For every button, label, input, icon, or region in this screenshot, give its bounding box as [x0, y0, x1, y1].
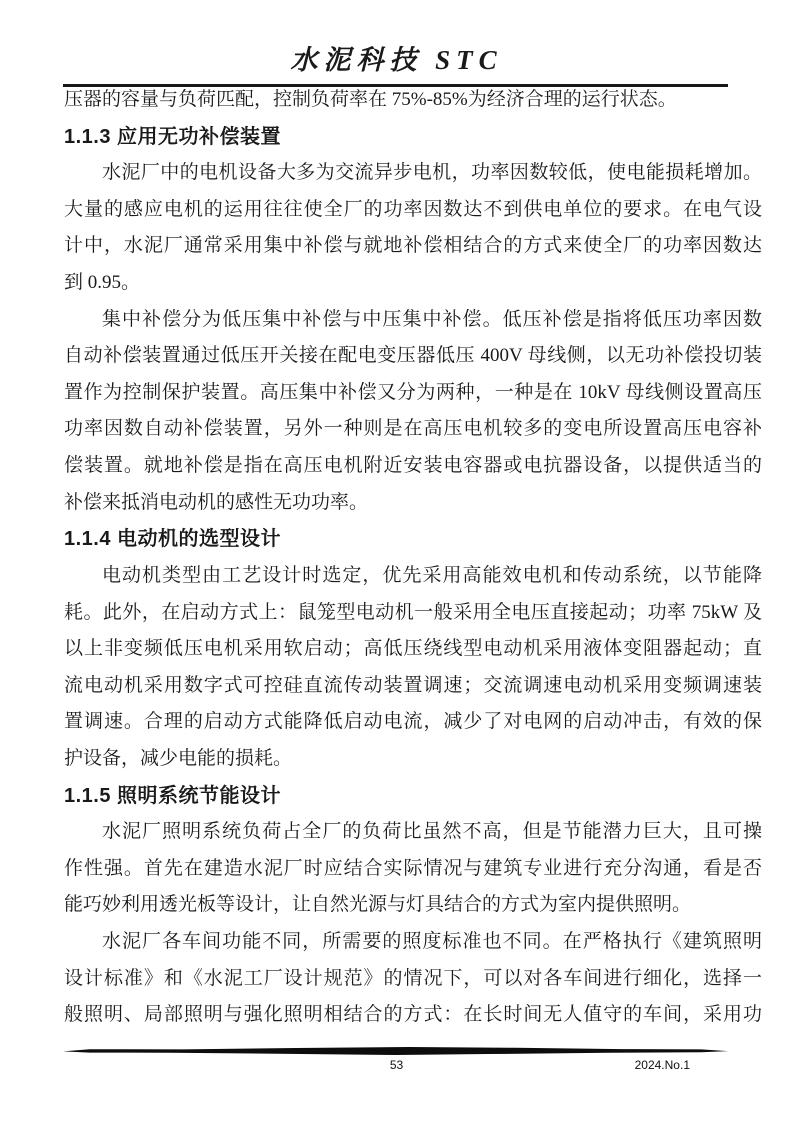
text-line: 偿装置。就地补偿是指在高压电机附近安装电容器或电抗器设备，以提供适当的	[64, 455, 762, 477]
document-flow	[64, 82, 762, 1034]
text-line: 般照明、局部照明与强化照明相结合的方式：在长时间无人值守的车间，采用功	[64, 1004, 762, 1026]
text-line: 补偿来抵消电动机的感性无功功率。	[64, 491, 369, 513]
text-line: 到 0.95。	[64, 272, 141, 294]
text-line: 大量的感应电机的运用往往使全厂的功率因数达不到供电单位的要求。在电气设	[64, 198, 762, 220]
text-line: 作性强。首先在建造水泥厂时应结合实际情况与建筑专业进行充分沟通，看是否	[64, 857, 762, 879]
text-line: 集中补偿分为低压集中补偿与中压集中补偿。低压补偿是指将低压功率因数	[102, 308, 762, 330]
text-line: 计中，水泥厂通常采用集中补偿与就地补偿相结合的方式来使全厂的功率因数达	[64, 235, 762, 257]
text-line: 水泥厂照明系统负荷占全厂的负荷比虽然不高，但是节能潜力巨大，且可操	[102, 821, 762, 843]
issue-number: 2024.No.1	[634, 1058, 690, 1072]
text-line: 压器的容量与负荷匹配，控制负荷率在 75%-85%为经济合理的运行状态。	[64, 89, 677, 110]
footer-rule	[63, 1047, 728, 1055]
text-line: 置作为控制保护装置。高压集中补偿又分为两种，一种是在 10kV 母线侧设置高压	[64, 381, 762, 403]
text-line: 自动补偿装置通过低压开关接在配电变压器低压 400V 母线侧，以无功补偿投切装	[64, 345, 762, 367]
text-line: 水泥厂中的电机设备大多为交流异步电机，功率因数较低，使电能损耗增加。	[102, 162, 762, 184]
text-line: 能巧妙利用透光板等设计，让自然光源与灯具结合的方式为室内提供照明。	[64, 894, 692, 916]
text-line: 护设备，减少电能的损耗。	[64, 747, 293, 769]
text-line: 电动机类型由工艺设计时选定，优先采用高能效电机和传动系统，以节能降	[102, 564, 762, 586]
text-line: 功率因数自动补偿装置，另外一种则是在高压电机较多的变电所设置高压电容补	[64, 418, 762, 440]
section-heading: 1.1.4 电动机的选型设计	[64, 528, 282, 551]
text-line: 水泥厂各车间功能不同，所需要的照度标准也不同。在严格执行《建筑照明	[102, 931, 762, 953]
text-line: 耗。此外，在启动方式上：鼠笼型电动机一般采用全电压直接起动；功率 75kW 及	[64, 601, 762, 623]
text-line: 以上非变频低压电机采用软启动；高低压绕线型电动机采用液体变阻器起动；直	[64, 638, 762, 660]
section-heading: 1.1.3 应用无功补偿装置	[64, 125, 282, 148]
journal-title: 水泥科技 STC	[290, 45, 503, 75]
page-number: 53	[389, 1058, 404, 1072]
text-line: 流电动机采用数字式可控硅直流传动装置调速；交流调速电动机采用变频调速装	[64, 674, 762, 696]
section-heading: 1.1.5 照明系统节能设计	[64, 784, 282, 807]
text-line: 设计标准》和《水泥工厂设计规范》的情况下，可以对各车间进行细化，选择一	[64, 967, 762, 989]
text-line: 置调速。合理的启动方式能降低启动电流，减少了对电网的启动冲击，有效的保	[64, 711, 762, 733]
